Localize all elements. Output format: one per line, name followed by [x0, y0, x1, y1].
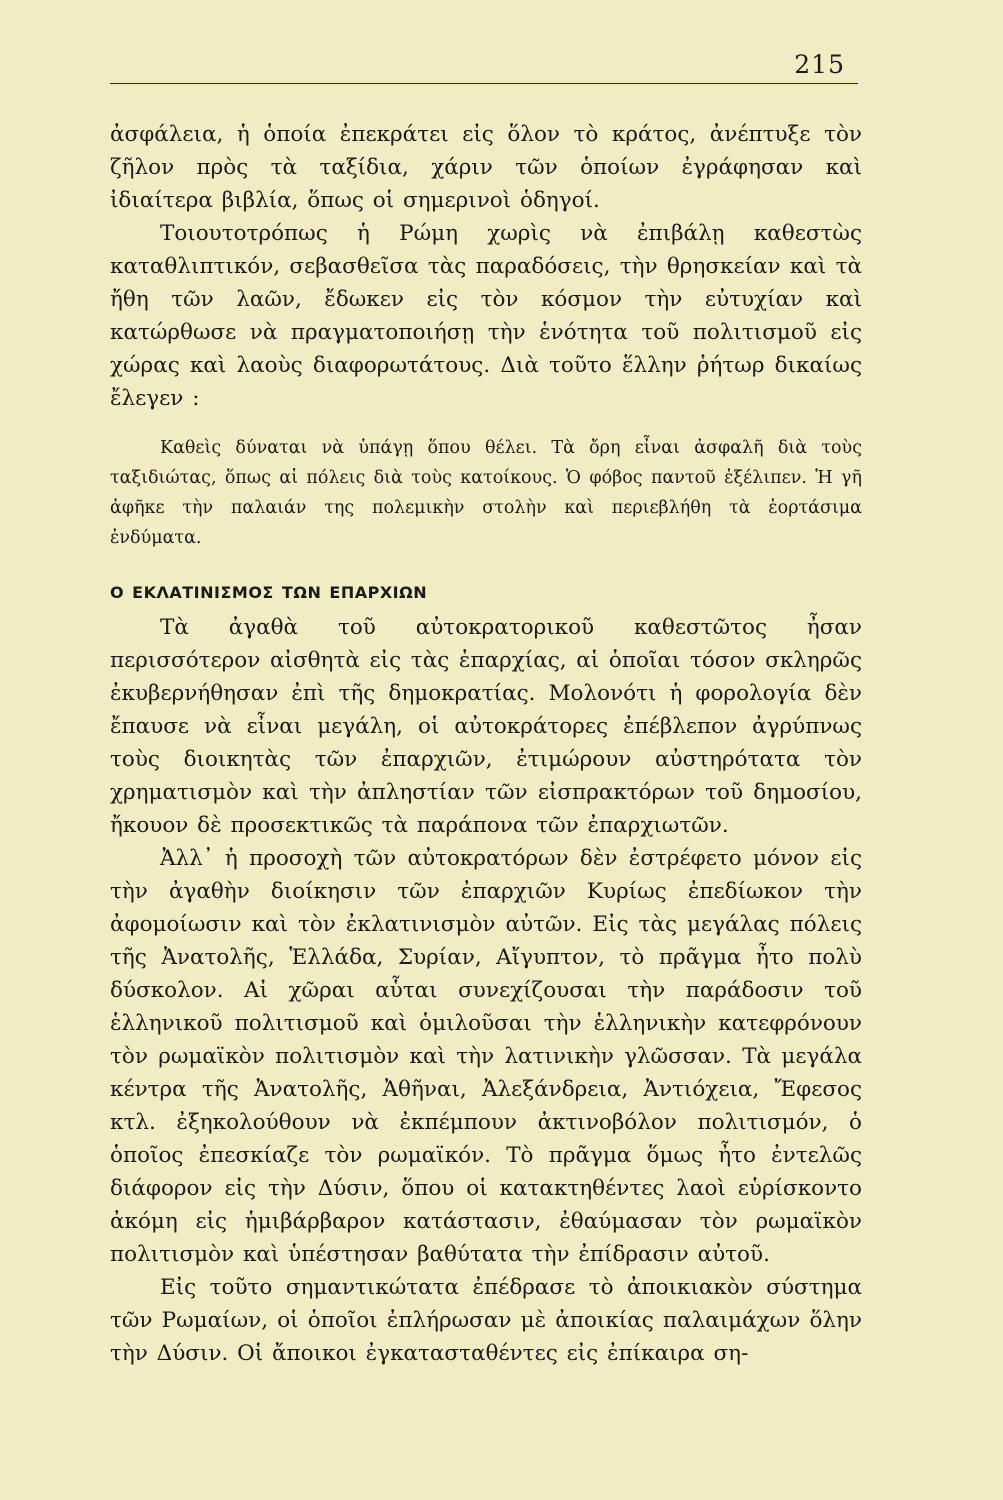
- paragraph-5: Εἰς τοῦτο σημαντικώτατα ἐπέδρασε τὸ ἀποικιακὸν σύστημα τῶν Ρωμαίων, οἱ ὁποῖοι ἐπλήρωσαν μὲ ἀποικίας παλαιμάχων ὅλην τὴν Δύσιν. Οἱ ἄποικοι ἐγκατασταθέντες εἰς ἐπίκαιρα ση-: [110, 1275, 862, 1366]
- paragraph-4: Ἀλλ᾽ ἡ προσοχὴ τῶν αὐτοκρατόρων δὲν ἐστρέφετο μόνον εἰς τὴν ἀγαθὴν διοίκησιν τῶν ἐπαρχιῶν Κυρίως ἐπεδίωκον τὴν ἀφομοίωσιν καὶ τὸν ἐκλατινισμὸν αὐτῶν. Εἰς τὰς μεγάλας πόλεις τῆς Ἀνατολῆς, Ἑλλάδα, Συρίαν, Αἴγυπτον, τὸ πρᾶγμα ἦτο πολὺ δύσκολον. Αἱ χῶραι αὗται συνεχίζουσαι τὴν παράδοσιν τοῦ ἑλληνικοῦ πολιτισμοῦ καὶ ὁμιλοῦσαι τὴν ἑλληνικὴν κατεφρόνουν τὸν ρωμαϊκὸν πολιτισμὸν καὶ τὴν λατινικὴν γλῶσσαν. Τὰ μεγάλα κέντρα τῆς Ἀνατολῆς, Ἀθῆναι, Ἀλεξάνδρεια, Ἀντιόχεια, Ἔφεσος κτλ. ἐξηκολούθουν νὰ ἐκπέμπουν ἀκτινοβόλον πολιτισμόν, ὁ ὁποῖος ἐπεσκίαζε τὸν ρωμαϊκόν. Τὸ πρᾶγμα ὅμως ἦτο ἐντελῶς διάφορον εἰς τὴν Δύσιν, ὅπου οἱ κατακτηθέντες λαοὶ εὑρίσκοντο ἀκόμη εἰς ἡμιβάρβαρον κατάστασιν, ἐθαύμασαν τὸν ρωμαϊκὸν πολιτισμὸν καὶ ὑπέστησαν βαθύτατα τὴν ἐπίδρασιν αὐτοῦ.: [110, 846, 862, 1267]
- page-body: [110, 118, 862, 1370]
- paragraph-1: ἀσφάλεια, ἡ ὁποία ἐπεκράτει εἰς ὅλον τὸ κράτος, ἀνέπτυξε τὸν ζῆλον πρὸς τὰ ταξίδια, χάριν τῶν ὁποίων ἐγράφησαν καὶ ἰδιαίτερα βιβλία, ὅπως οἱ σημερινοὶ ὁδηγοί.: [110, 122, 862, 213]
- header-rule: [110, 83, 858, 84]
- section-heading: Ο ΕΚΛΑΤΙΝΙΣΜΟΣ ΤΩΝ ΕΠΑΡΧΙΩΝ: [110, 583, 428, 602]
- paragraph-2: Τοιουτοτρόπως ἡ Ρώμη χωρὶς νὰ ἐπιβάλῃ καθεστὼς καταθλιπτικόν, σεβασθεῖσα τὰς παραδόσεις, τὴν θρησκείαν καὶ τὰ ἤθη τῶν λαῶν, ἔδωκεν εἰς τὸν κόσμον τὴν εὐτυχίαν καὶ κατώρθωσε νὰ πραγματοποιήσῃ τὴν ἑνότητα τοῦ πολιτισμοῦ εἰς χώρας καὶ λαοὺς διαφορωτάτους. Διὰ τοῦτο ἕλλην ῥήτωρ δικαίως ἔλεγεν :: [110, 221, 862, 411]
- spacer: [110, 553, 862, 575]
- paragraph-3: Τὰ ἀγαθὰ τοῦ αὐτοκρατορικοῦ καθεστῶτος ἦσαν περισσότερον αἰσθητὰ εἰς τὰς ἐπαρχίας, αἱ ὁποῖαι τόσον σκληρῶς ἐκυβερνήθησαν ἐπὶ τῆς δημοκρατίας. Μολονότι ἡ φορολογία δὲν ἔπαυσε νὰ εἶναι μεγάλη, οἱ αὐτοκράτορες ἐπέβλεπον ἀγρύπνως τοὺς διοικητὰς τῶν ἐπαρχιῶν, ἐτιμώρουν αὐστηρότατα τὸν χρηματισμὸν καὶ τὴν ἀπληστίαν τῶν εἰσπρακτόρων τοῦ δημοσίου, ἤκουον δὲ προσεκτικῶς τὰ παράπονα τῶν ἐπαρχιωτῶν.: [110, 615, 862, 838]
- page-number: 215: [794, 50, 845, 79]
- block-quote: Καθεὶς δύναται νὰ ὑπάγῃ ὅπου θέλει. Τὰ ὄρη εἶναι ἀσφαλῆ διὰ τοὺς ταξιδιώτας, ὅπως αἱ πόλεις διὰ τοὺς κατοίκους. Ὁ φόβος παντοῦ ἐξέλιπεν. Ἡ γῆ ἀφῆκε τὴν παλαιάν της πολεμικὴν στολὴν καὶ περιεβλήθη τὰ ἑορτάσιμα ἐνδύματα.: [110, 438, 862, 548]
